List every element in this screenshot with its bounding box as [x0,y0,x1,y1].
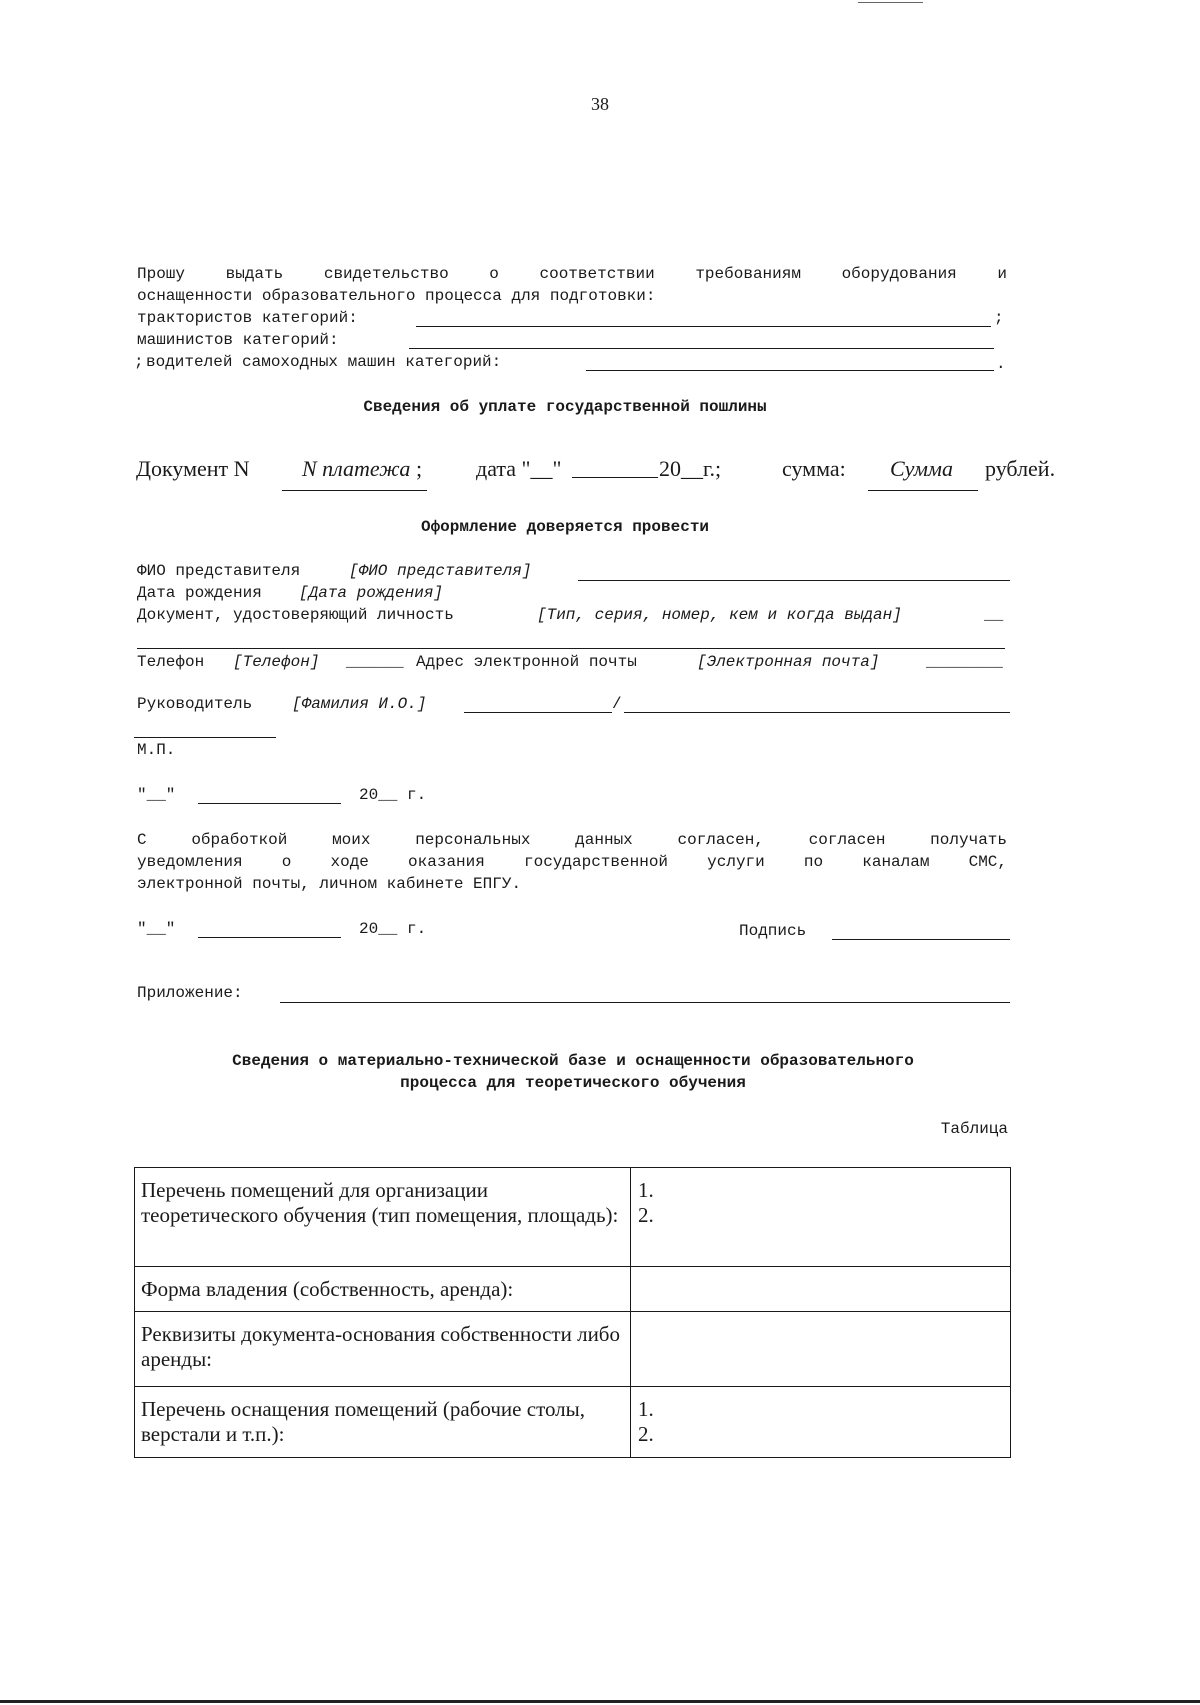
date1-month-field[interactable] [198,803,341,804]
fee-heading: Сведения об уплате государственной пошлины [363,398,767,416]
table-cell-label: Реквизиты документа-основания собственности либо аренды: [135,1312,631,1387]
table-cell-value[interactable] [631,1267,1011,1312]
material-heading-2: процесса для теоретического обучения [400,1074,746,1092]
date2-month-field[interactable] [198,937,341,938]
date2-year: 20__ г. [359,920,427,938]
tractor-end: ; [994,309,1004,327]
fio-field[interactable] [578,580,1010,581]
scan-border [0,1700,1200,1703]
stamp-label: М.П. [137,741,176,759]
id-tail: __ [984,606,1004,624]
table-row [135,1267,1011,1312]
stamp-line [134,737,276,738]
request-line-2: оснащенности образовательного процесса для подготовки: [137,287,656,305]
representative-heading: Оформление доверяется провести [420,518,710,536]
fio-label: ФИО представителя [137,562,301,580]
table-cell-line: 1. [638,1397,654,1421]
consent-line-2: уведомления о ходе оказания государственной услуги по каналам СМС, [137,853,1007,871]
table-row [135,1168,1011,1267]
consent-line-3: электронной почты, личном кабинете ЕПГУ. [137,875,522,893]
fio-value: [ФИО представителя] [349,562,532,580]
material-heading-1: Сведения о материально-технической базе и оснащенности образовательного [232,1052,914,1070]
email-label: Адрес электронной почты [416,653,637,671]
payment-number: N платежа [302,456,411,481]
date-label: дата "__" [476,456,562,481]
phone-blank[interactable]: ______ [346,653,404,671]
table-cell-value[interactable] [631,1168,1011,1267]
payment-semicolon: ; [416,456,423,481]
head-name-field[interactable] [624,712,1010,713]
doc-label: Документ N [136,456,250,481]
driver-field[interactable] [586,370,994,371]
table-cell-label: Форма владения (собственность, аренда): [135,1267,631,1312]
table-cell-value[interactable] [631,1387,1011,1458]
table-cell-label: Перечень оснащения помещений (рабочие столы, верстали и т.п.): [135,1387,631,1458]
table-cell-label: Перечень помещений для организации теоретического обучения (тип помещения, площадь): [135,1168,631,1267]
date1-day[interactable]: "__" [137,786,176,804]
date1-year: 20__ г. [359,786,427,804]
date-month-field[interactable] [572,477,658,478]
head-label: Руководитель [137,695,253,713]
phone-value: [Телефон] [233,653,320,671]
driver-end: . [996,355,1006,373]
payment-number-field[interactable] [282,490,427,491]
table-cell-value[interactable] [631,1312,1011,1387]
table-cell-line: 1. [638,1178,654,1202]
sum-field[interactable] [868,490,978,491]
driver-label: водителей самоходных машин категорий: [146,353,502,371]
table-row [135,1387,1011,1458]
phone-label: Телефон [137,653,205,671]
birth-label: Дата рождения [137,584,262,602]
signature-field[interactable] [832,939,1010,940]
sum-label: сумма: [782,456,846,481]
email-blank[interactable]: ________ [926,653,1003,671]
tractor-field[interactable] [416,326,991,327]
page-number: 38 [591,94,609,114]
table-label: Таблица [940,1120,1008,1138]
date2-day[interactable]: "__" [137,920,176,938]
scan-mark [858,2,923,3]
head-slash: / [612,695,622,713]
currency: рублей. [985,456,1056,481]
attachment-field[interactable] [280,1002,1010,1003]
machinist-field[interactable] [409,348,994,349]
driver-prefix: ; [134,353,144,371]
id-value: [Тип, серия, номер, кем и когда выдан] [537,606,902,624]
tractor-label: трактористов категорий: [137,309,358,327]
id-field[interactable] [137,648,1005,649]
date-year: 20__г.; [659,456,722,481]
birth-value: [Дата рождения] [299,584,444,602]
head-signature-field[interactable] [464,712,612,713]
email-value: [Электронная почта] [697,653,880,671]
request-line-1: Прошу выдать свидетельство о соответствии требованиям оборудования и [137,265,1007,283]
table-row [135,1312,1011,1387]
signature-label: Подпись [739,922,807,940]
id-label: Документ, удостоверяющий личность [137,606,454,624]
head-value: [Фамилия И.О.] [292,695,427,713]
machinist-label: машинистов категорий: [137,331,339,349]
table-cell-line: 2. [638,1422,654,1446]
sum-value: Сумма [890,456,953,481]
attachment-label: Приложение: [137,984,243,1002]
consent-line-1: С обработкой моих персональных данных согласен, согласен получать [137,831,1007,849]
table-cell-line: 2. [638,1203,654,1227]
material-table [134,1167,1011,1458]
